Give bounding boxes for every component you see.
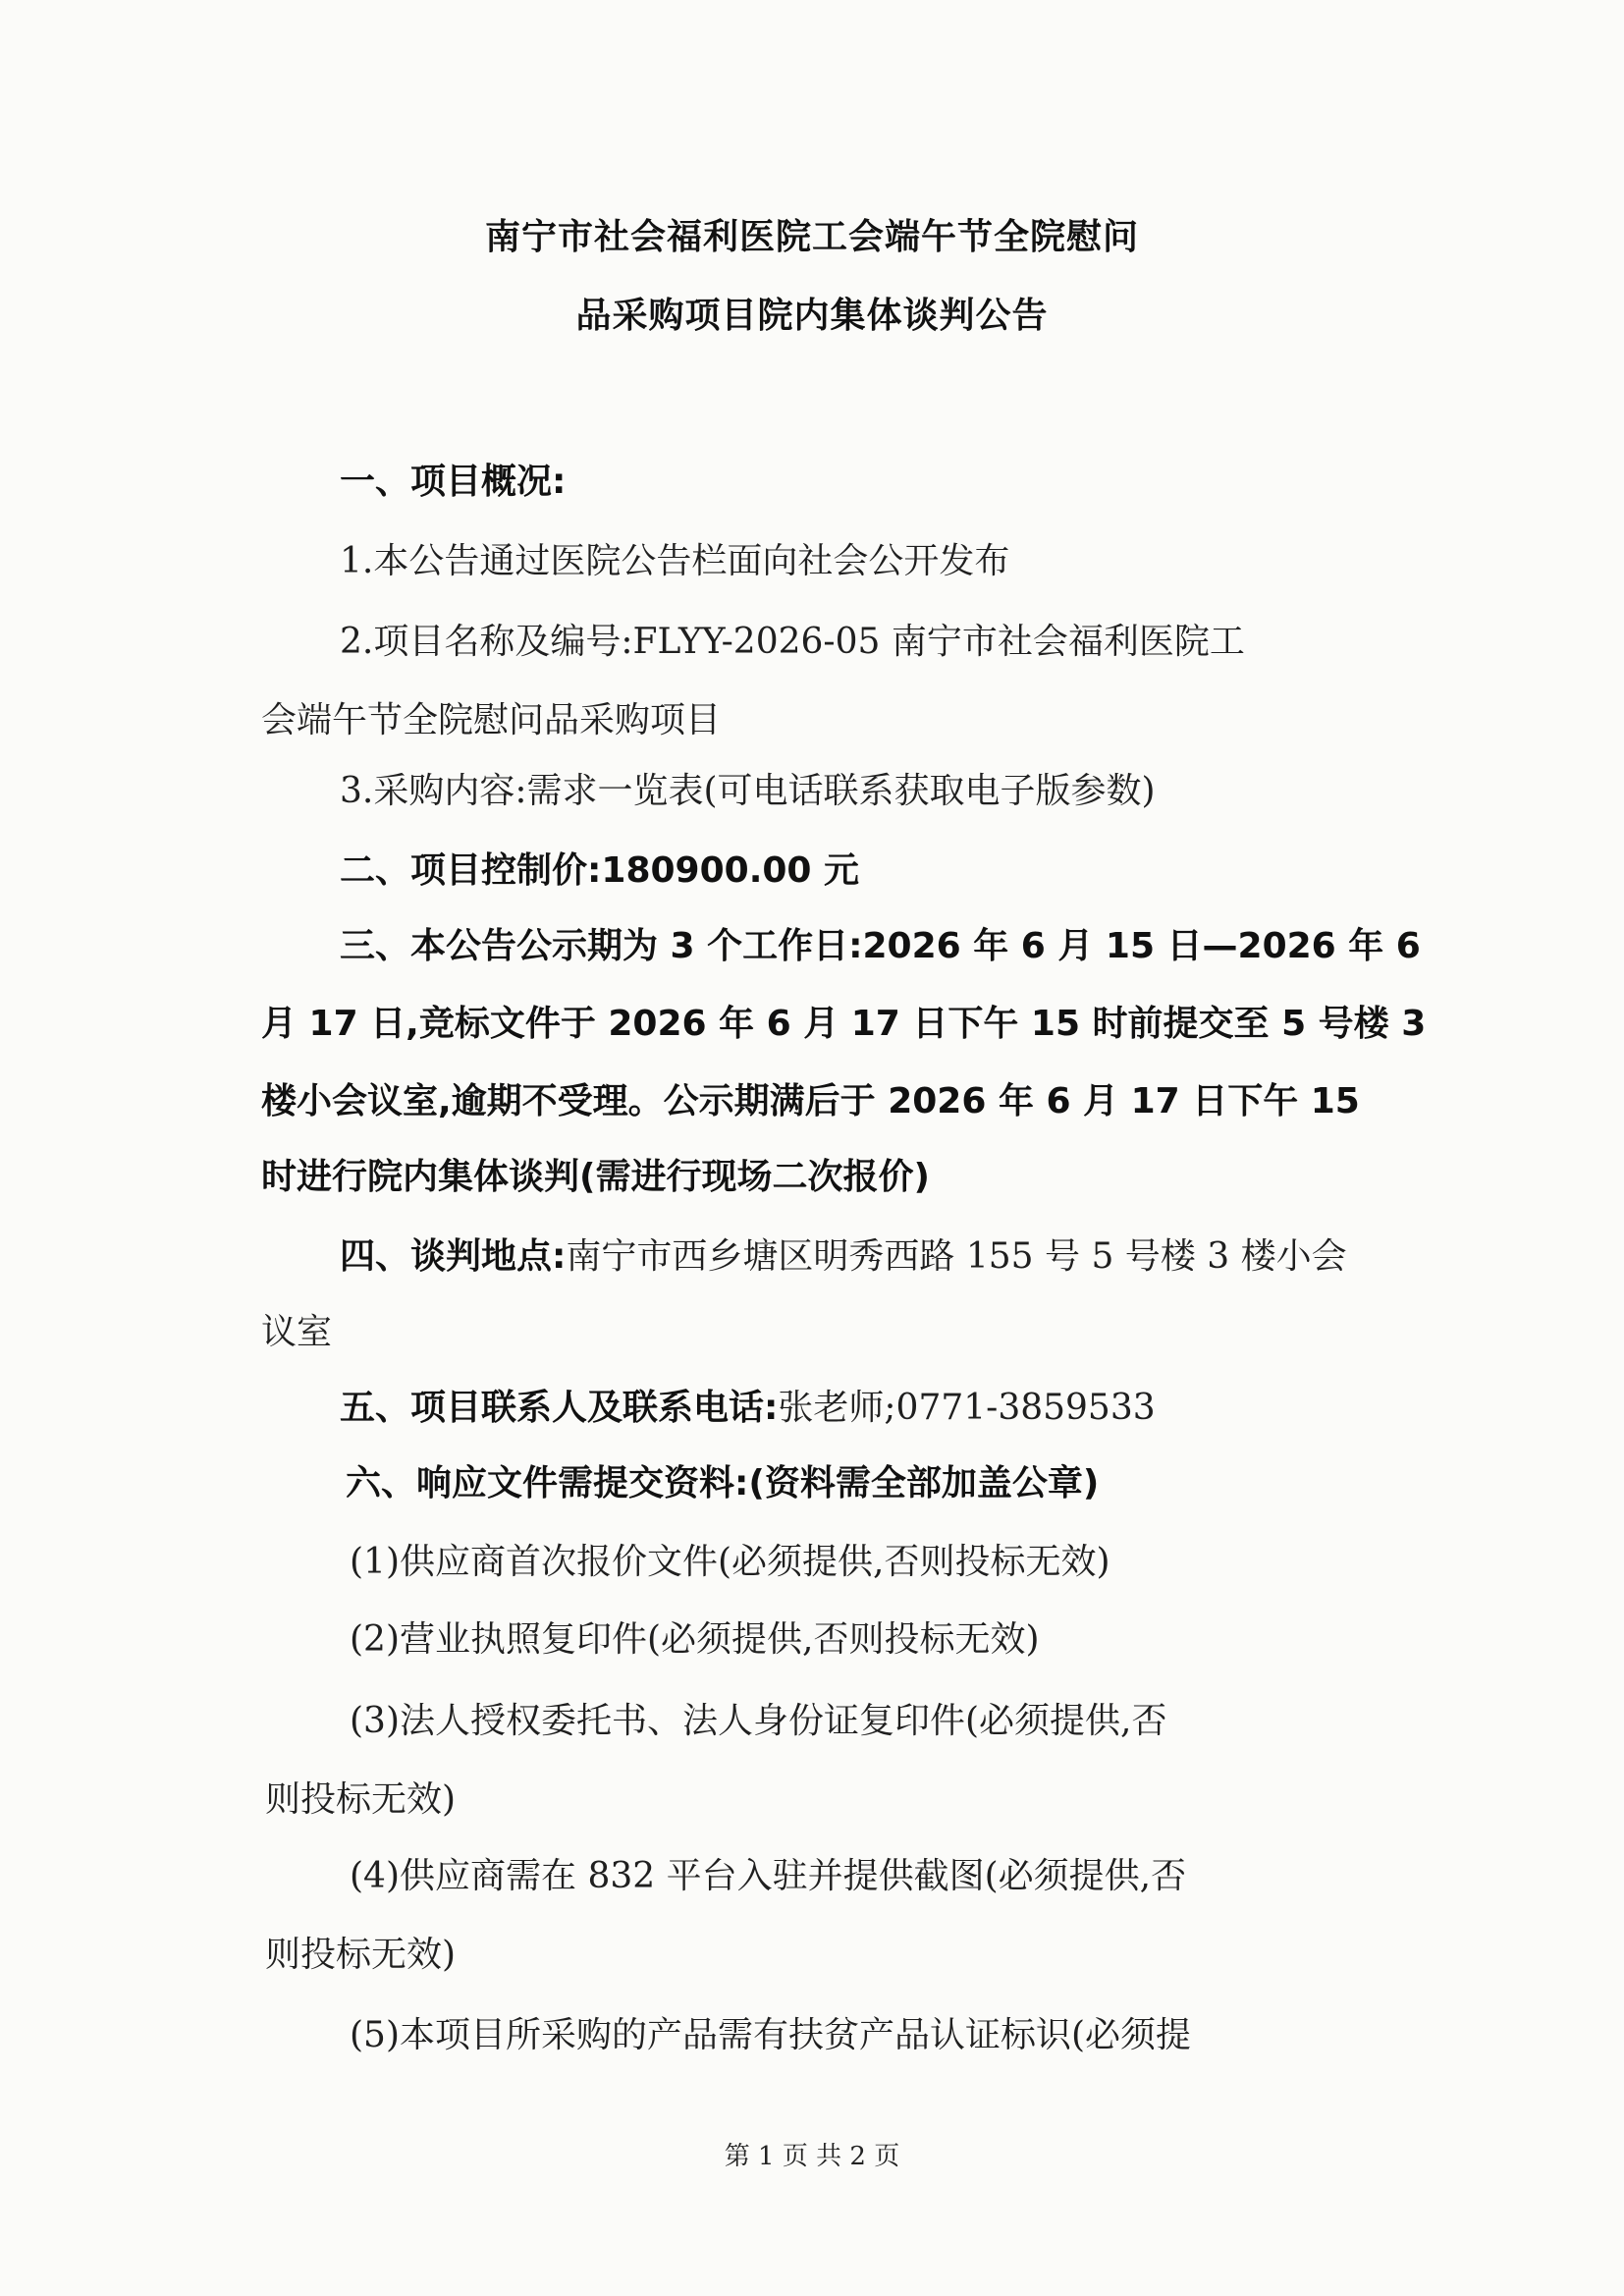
section-3-line-3: 楼小会议室,逾期不受理。公示期满后于 2026 年 6 月 17 日下午 15 [261,1081,1360,1121]
section-4-line-1 [340,1232,1347,1282]
section-6-item-3-line-1: (3)法人授权委托书、法人身份证复印件(必须提供,否 [350,1701,1167,1741]
section-1-item-2-line-1: 2.项目名称及编号:FLYY-2026-05 南宁市社会福利医院工 [340,622,1245,662]
section-3-line-1: 三、本公告公示期为 3 个工作日:2026 年 6 月 15 日—2026 年 6 [340,926,1421,966]
section-4-heading: 四、谈判地点: [340,1236,567,1277]
section-6-item-4-line-2: 则投标无效) [265,1935,457,1975]
section-6-item-5-line-1: (5)本项目所采购的产品需有扶贫产品认证标识(必须提 [350,2015,1192,2055]
section-5-line [340,1384,1156,1433]
section-4-address: 南宁市西乡塘区明秀西路 155 号 5 号楼 3 楼小会 [566,1236,1347,1277]
section-6-item-2: (2)营业执照复印件(必须提供,否则投标无效) [350,1619,1040,1660]
page-number-footer: 第 1 页 共 2 页 [724,2142,900,2171]
section-6-item-4-line-1: (4)供应商需在 832 平台入驻并提供截图(必须提供,否 [350,1856,1187,1896]
section-4-line-2: 议室 [261,1312,333,1352]
section-3-line-4: 时进行院内集体谈判(需进行现场二次报价) [261,1157,930,1197]
section-6-item-1: (1)供应商首次报价文件(必须提供,否则投标无效) [350,1542,1110,1582]
section-5-heading: 五、项目联系人及联系电话: [340,1388,779,1428]
section-1-item-2-line-2: 会端午节全院慰问品采购项目 [261,700,722,740]
section-1-heading: 一、项目概况: [340,462,567,502]
section-5-contact: 张老师;0771-3859533 [778,1388,1156,1428]
section-2-control-price: 二、项目控制价:180900.00 元 [340,850,859,891]
section-3-line-2: 月 17 日,竞标文件于 2026 年 6 月 17 日下午 15 时前提交至 5 号楼 3 [261,1004,1427,1044]
document-title-line-1: 南宁市社会福利医院工会端午节全院慰问 [484,217,1139,257]
section-6-item-3-line-2: 则投标无效) [265,1779,457,1820]
section-1-item-1: 1.本公告通过医院公告栏面向社会公开发布 [340,541,1010,581]
document-title-line-2: 品采购项目院内集体谈判公告 [575,296,1049,336]
section-6-heading: 六、响应文件需提交资料:(资料需全部加盖公章) [346,1463,1100,1503]
section-1-item-3: 3.采购内容:需求一览表(可电话联系获取电子版参数) [340,771,1156,811]
